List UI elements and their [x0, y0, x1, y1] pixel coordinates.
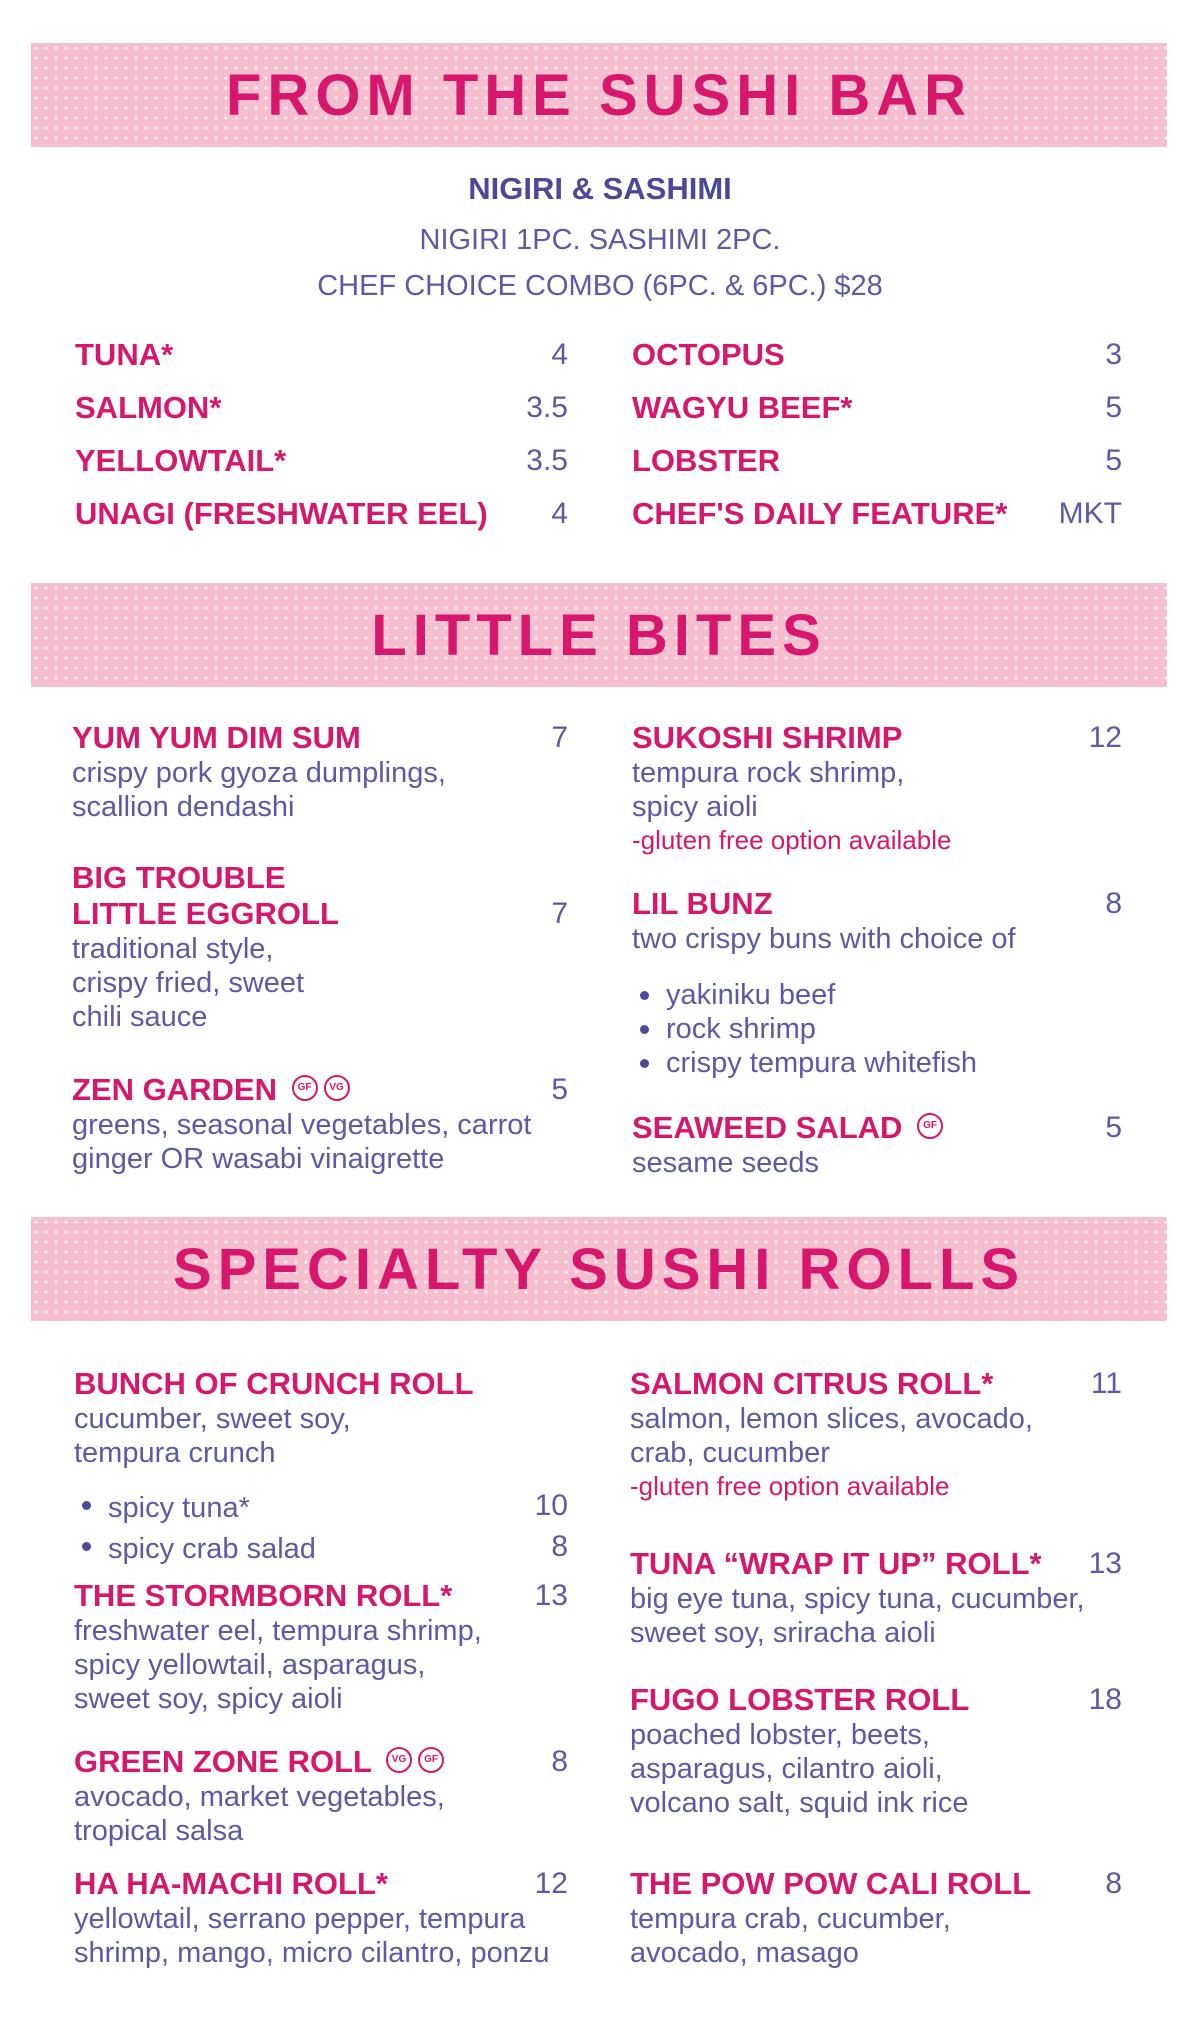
item-price: 8 — [551, 1745, 568, 1778]
item-name: THE STORMBORN ROLL* — [74, 1578, 453, 1613]
item-name: ZEN GARDEN — [72, 1072, 277, 1107]
nigiri-pieces-line: NIGIRI 1PC. SASHIMI 2PC. — [419, 224, 781, 256]
vegan-icon: VG — [386, 1747, 412, 1773]
section-banner-specialty-rolls — [31, 1217, 1167, 1321]
item-name: YELLOWTAIL* — [75, 443, 287, 478]
menu-item-yum-yum-dim-sum — [72, 720, 446, 824]
option-list — [632, 978, 1016, 1080]
menu-item-seaweed-salad — [632, 1110, 943, 1180]
item-description: crispy fried, sweet — [72, 967, 305, 999]
menu-item-stormborn — [74, 1578, 482, 1716]
item-description: tempura crunch — [74, 1437, 276, 1469]
item-price: 5 — [551, 1073, 568, 1106]
menu-item-lil-bunz — [632, 886, 1016, 1080]
menu-item-zen-garden — [72, 1072, 531, 1176]
menu-item — [632, 496, 1007, 532]
menu-item-pow-pow-cali — [630, 1866, 1031, 1970]
section-title: SPECIALTY SUSHI ROLLS — [172, 1236, 1026, 1302]
item-price: MKT — [1058, 497, 1122, 530]
item-name: HA HA-MACHI ROLL* — [74, 1866, 388, 1901]
item-description: freshwater eel, tempura shrimp, — [74, 1615, 482, 1647]
option-item: rock shrimp — [632, 1012, 1016, 1046]
item-description: volcano salt, squid ink rice — [630, 1787, 969, 1819]
gluten-free-icon: GF — [418, 1747, 444, 1773]
item-price: 12 — [534, 1867, 568, 1900]
item-description: avocado, market vegetables, — [74, 1781, 445, 1813]
item-price: 12 — [1088, 721, 1122, 754]
item-name: UNAGI (FRESHWATER EEL) — [75, 496, 488, 531]
item-description: crab, cucumber — [630, 1437, 830, 1469]
item-price: 5 — [1105, 444, 1122, 477]
item-description: tropical salsa — [74, 1815, 244, 1847]
menu-item — [75, 337, 173, 373]
item-name-row — [632, 1110, 943, 1146]
menu-item — [632, 337, 785, 373]
menu-item — [632, 443, 780, 479]
menu-item-green-zone — [74, 1744, 445, 1848]
item-name: BIG TROUBLE — [72, 860, 286, 895]
menu-item-tuna-wrap-it-up — [630, 1546, 1085, 1650]
menu-item-big-trouble-little-eggroll — [72, 860, 339, 1034]
item-description: poached lobster, beets, — [630, 1719, 930, 1751]
item-price: 5 — [1105, 391, 1122, 424]
item-price: 3.5 — [526, 444, 568, 477]
item-description: scallion dendashi — [72, 791, 295, 823]
item-description: shrimp, mango, micro cilantro, ponzu — [74, 1937, 550, 1969]
menu-item-fugo-lobster — [630, 1682, 969, 1820]
menu-item-sukoshi-shrimp — [632, 720, 951, 856]
chef-combo-line: CHEF CHOICE COMBO (6PC. & 6PC.) $28 — [317, 270, 883, 302]
item-price: 7 — [551, 721, 568, 754]
item-description: yellowtail, serrano pepper, tempura — [74, 1903, 526, 1935]
menu-item-salmon-citrus — [630, 1366, 1033, 1502]
item-name: THE POW POW CALI ROLL — [630, 1866, 1032, 1901]
option-item: yakiniku beef — [632, 978, 1016, 1012]
item-price: 3 — [1105, 338, 1122, 371]
item-description: tempura rock shrimp, — [632, 757, 905, 789]
item-description: salmon, lemon slices, avocado, — [630, 1403, 1033, 1435]
menu-item — [632, 390, 852, 426]
item-price: 8 — [1105, 1867, 1122, 1900]
item-price: 13 — [534, 1579, 568, 1612]
vegan-icon: VG — [324, 1075, 350, 1101]
item-description: traditional style, — [72, 933, 274, 965]
option-item: spicy tuna* — [74, 1488, 474, 1529]
gluten-free-icon: GF — [917, 1113, 943, 1139]
item-name: TUNA “WRAP IT UP” ROLL* — [630, 1546, 1042, 1581]
gluten-free-note: -gluten free option available — [632, 825, 952, 855]
item-name: SUKOSHI SHRIMP — [632, 720, 903, 755]
item-name: WAGYU BEEF* — [632, 390, 853, 425]
item-price: 3.5 — [526, 391, 568, 424]
item-name: LIL BUNZ — [632, 886, 773, 921]
item-name: OCTOPUS — [632, 337, 785, 372]
item-description: two crispy buns with choice of — [632, 923, 1016, 955]
section-title: FROM THE SUSHI BAR — [226, 62, 972, 128]
menu-item-bunch-of-crunch — [74, 1366, 474, 1570]
item-name: SALMON CITRUS ROLL* — [630, 1366, 994, 1401]
item-price: 11 — [1090, 1367, 1122, 1400]
item-name: LOBSTER — [632, 443, 781, 478]
item-price: 13 — [1088, 1547, 1122, 1580]
item-description: cucumber, sweet soy, — [74, 1403, 351, 1435]
gluten-free-icon: GF — [292, 1075, 318, 1101]
section-banner-little-bites — [31, 583, 1167, 687]
item-description: ginger OR wasabi vinaigrette — [72, 1143, 445, 1175]
item-description: spicy yellowtail, asparagus, — [74, 1649, 426, 1681]
option-item: crispy tempura whitefish — [632, 1046, 1016, 1080]
item-description: sweet soy, spicy aioli — [74, 1683, 343, 1715]
menu-item — [75, 390, 221, 426]
item-name: FUGO LOBSTER ROLL — [630, 1682, 970, 1717]
item-description: sweet soy, sriracha aioli — [630, 1617, 936, 1649]
item-price: 18 — [1088, 1683, 1122, 1716]
item-name: BUNCH OF CRUNCH ROLL — [74, 1366, 474, 1401]
item-price: 8 — [1105, 887, 1122, 920]
item-description: asparagus, cilantro aioli, — [630, 1753, 943, 1785]
item-price: 7 — [551, 897, 568, 930]
item-description: big eye tuna, spicy tuna, cucumber, — [630, 1583, 1085, 1615]
item-description: spicy aioli — [632, 791, 758, 823]
option-item: spicy crab salad — [74, 1529, 474, 1570]
option-list — [74, 1488, 474, 1570]
item-description: chili sauce — [72, 1001, 208, 1033]
item-name: TUNA* — [75, 337, 174, 372]
item-description: sesame seeds — [632, 1147, 819, 1179]
section-title: LITTLE BITES — [371, 602, 827, 668]
item-description: tempura crab, cucumber, — [630, 1903, 951, 1935]
item-name: SALMON* — [75, 390, 222, 425]
menu-item — [75, 496, 488, 532]
nigiri-heading: NIGIRI & SASHIMI — [468, 171, 732, 206]
menu-item — [75, 443, 286, 479]
item-name-row — [74, 1744, 445, 1780]
item-name: YUM YUM DIM SUM — [72, 720, 361, 755]
option-price: 10 — [534, 1489, 568, 1522]
item-price: 4 — [551, 338, 568, 371]
item-price: 4 — [551, 497, 568, 530]
item-name: GREEN ZONE ROLL — [74, 1744, 372, 1779]
option-price: 8 — [551, 1530, 568, 1563]
item-price: 5 — [1105, 1111, 1122, 1144]
item-name: LITTLE EGGROLL — [72, 896, 339, 931]
item-description: crispy pork gyoza dumplings, — [72, 757, 446, 789]
item-name: CHEF'S DAILY FEATURE* — [632, 496, 1008, 531]
item-name-row — [72, 1072, 531, 1108]
section-banner-sushi-bar — [31, 43, 1167, 147]
item-name: SEAWEED SALAD — [632, 1110, 903, 1145]
gluten-free-note: -gluten free option available — [630, 1471, 950, 1501]
item-description: greens, seasonal vegetables, carrot — [72, 1109, 532, 1141]
item-description: avocado, masago — [630, 1937, 859, 1969]
